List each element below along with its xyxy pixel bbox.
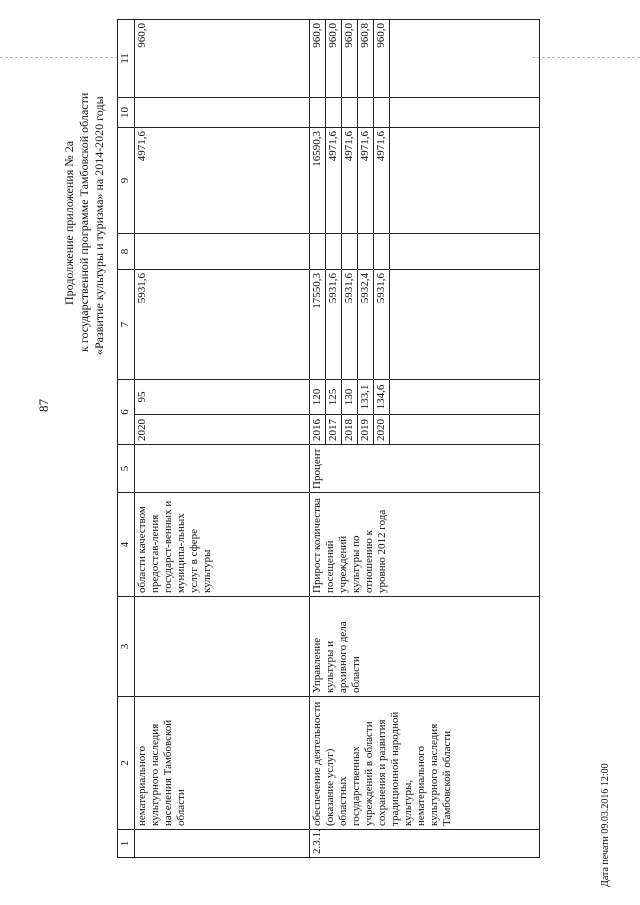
cell-year: 2016 [310, 415, 326, 445]
cell-total: 17550,3 [310, 270, 326, 380]
cell-regional: 4971,6 [374, 128, 390, 234]
program-table [117, 19, 540, 858]
cell-unit: Процент [310, 445, 540, 493]
cell [390, 415, 540, 445]
cell [390, 234, 540, 270]
cell [310, 234, 326, 270]
cell-other: 960,0 [310, 20, 326, 98]
table-row [310, 20, 326, 858]
cell-other: 960,0 [342, 20, 358, 98]
cell-executor: Управление культуры и архивного дела области [310, 597, 540, 697]
col-header: 3 [118, 597, 135, 697]
cell [390, 98, 540, 128]
cell-activity: обеспечение деятельности (оказание услуг) областных государственных учреждений в области сохранения и развития традиционной народной культуры, нематериального культурного наследия Тамбовской области [310, 697, 540, 830]
cell-regional: 16590,3 [310, 128, 326, 234]
cell-year: 2017 [326, 415, 342, 445]
col-header: 7 [118, 270, 135, 380]
cell [310, 98, 326, 128]
cell-total: 5931,6 [342, 270, 358, 380]
cell [135, 445, 310, 493]
cell-number: 2.3.1. [310, 830, 540, 858]
col-header: 11 [118, 20, 135, 98]
cell-total: 5931,6 [326, 270, 342, 380]
table-row-continued [135, 20, 310, 858]
cell-value: 130 [342, 380, 358, 415]
col-header: 8 [118, 234, 135, 270]
cell [374, 98, 390, 128]
cell [135, 98, 310, 128]
cell [342, 98, 358, 128]
header-line-1: Продолжение приложения № 2а [62, 140, 76, 305]
cell-regional: 4971,6 [358, 128, 374, 234]
cell [358, 234, 374, 270]
header-line-2: к государственной программе Тамбовской области [77, 92, 91, 352]
cell-value: 134,6 [374, 380, 390, 415]
cell [326, 98, 342, 128]
cell [342, 234, 358, 270]
cell-regional: 4971,6 [326, 128, 342, 234]
cell [135, 597, 310, 697]
cell-other: 960,0 [374, 20, 390, 98]
cell [390, 380, 540, 415]
col-header: 2 [118, 697, 135, 830]
cell [135, 830, 310, 858]
cell-other: 960,8 [358, 20, 374, 98]
cell-year: 2019 [358, 415, 374, 445]
cell-regional: 4971,6 [135, 128, 310, 234]
cell [374, 234, 390, 270]
cell-total: 5932,4 [358, 270, 374, 380]
cell-value: 120 [310, 380, 326, 415]
page-number: 87 [36, 399, 51, 412]
rotated-table-block [117, 20, 582, 858]
cell-value: 133,1 [358, 380, 374, 415]
cell-total: 5931,6 [135, 270, 310, 380]
cell-regional: 4971,6 [342, 128, 358, 234]
cell-value: 95 [135, 380, 310, 415]
cell [390, 270, 540, 380]
cell [358, 98, 374, 128]
cell-other: 960,0 [326, 20, 342, 98]
cell-activity-cont: нематериального культурного наследия населения Тамбовской области [135, 697, 310, 830]
col-header: 5 [118, 445, 135, 493]
cell-indicator: Прирост количества посещений учреждений культуры по отношению к уровню 2012 года [310, 493, 540, 597]
cell [390, 20, 540, 98]
cell [326, 234, 342, 270]
col-header: 9 [118, 128, 135, 234]
cell-total: 5931,6 [374, 270, 390, 380]
cell-other: 960,0 [135, 20, 310, 98]
cell [135, 234, 310, 270]
col-header: 10 [118, 98, 135, 128]
col-header: 6 [118, 380, 135, 445]
cell-value: 125 [326, 380, 342, 415]
print-date: Дата печати 09.03.2016 12:00 [600, 763, 611, 887]
header-row [118, 20, 135, 858]
cell-year: 2018 [342, 415, 358, 445]
cell-year: 2020 [374, 415, 390, 445]
col-header: 1 [118, 830, 135, 858]
col-header: 4 [118, 493, 135, 597]
margin-line [0, 57, 118, 58]
cell [390, 128, 540, 234]
cell-indicator-cont: области качеством предостав-ления государст-венных и муниципа-льных услуг в сфере культуры [135, 493, 310, 597]
cell-year: 2020 [135, 415, 310, 445]
header-line-3: «Развитие культуры и туризма» на 2014-2020 годы [92, 96, 106, 355]
